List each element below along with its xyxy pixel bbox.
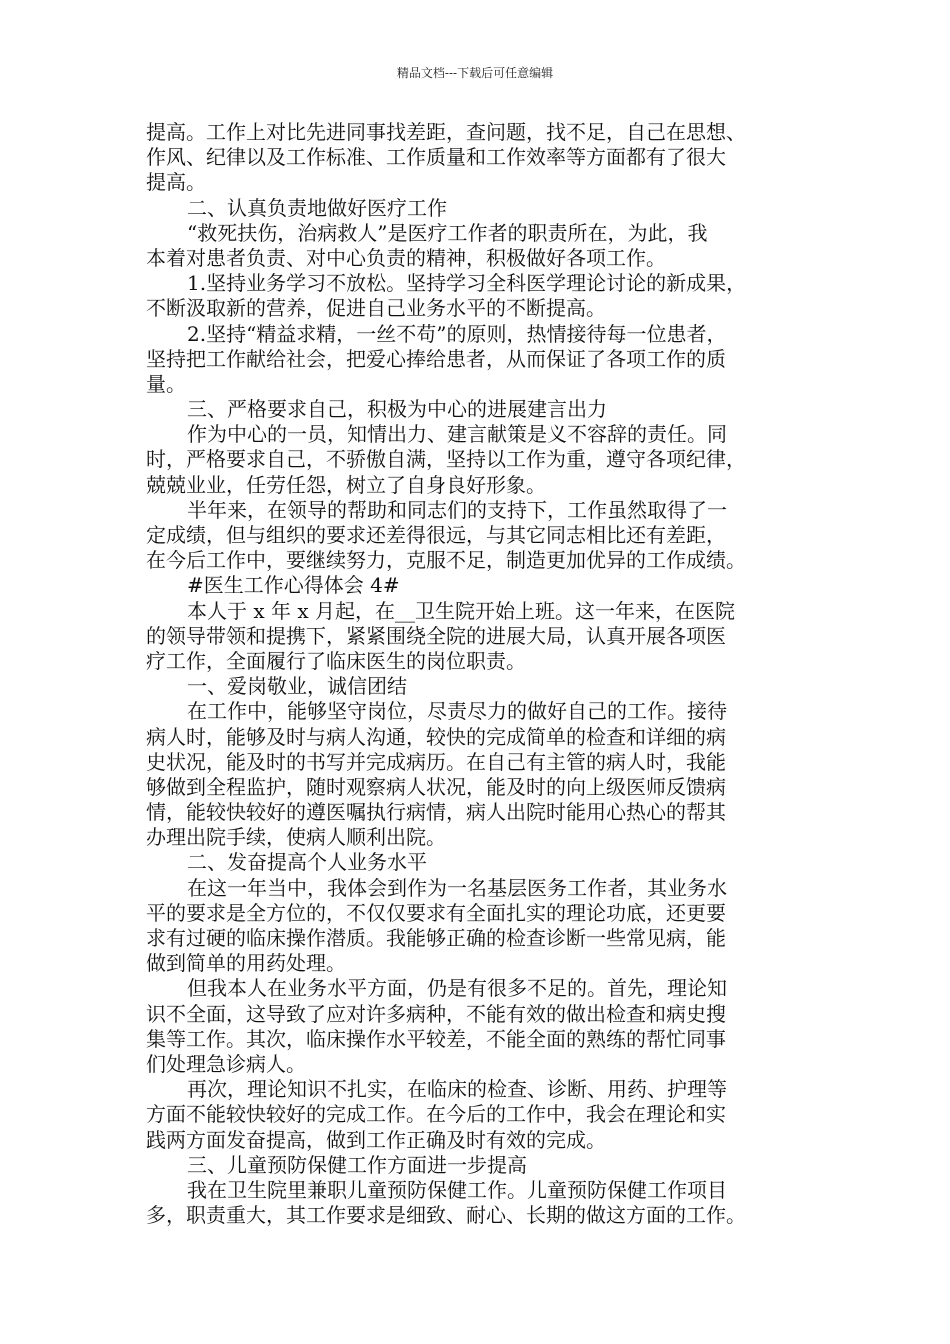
text-line: 一、爱岗敬业，诚信团结: [187, 674, 407, 699]
text-line: 在工作中，能够坚守岗位，尽责尽力的做好自己的工作。接待: [187, 699, 727, 724]
text-line: 三、严格要求自己，积极为中心的进展建言出力: [187, 397, 607, 422]
text-line: 方面不能较快较好的完成工作。在今后的工作中，我会在理论和实: [146, 1102, 726, 1127]
text-line: 三、儿童预防保健工作方面进一步提高: [187, 1152, 527, 1177]
text-line: 1.坚持业务学习不放松。坚持学习全科医学理论讨论的新成果，: [187, 271, 747, 296]
text-line: 史状况，能及时的书写并完成病历。在自己有主管的病人时，我能: [146, 749, 726, 774]
page-header: 精品文档---下载后可任意编辑: [396, 66, 554, 80]
text-line: 但我本人在业务水平方面，仍是有很多不足的。首先，理论知: [187, 976, 727, 1001]
text-line: 提高。工作上对比先进同事找差距，查问题，找不足，自己在思想、: [146, 120, 746, 144]
text-line: “救死扶伤，治病救人”是医疗工作者的职责所在，为此，我: [187, 220, 708, 245]
text-line: 时，严格要求自己，不骄傲自满，坚持以工作为重，遵守各项纪律，: [146, 447, 746, 472]
text-line: 们处理急诊病人。: [146, 1051, 306, 1076]
text-line: 兢兢业业，任劳任怨，树立了自身良好形象。: [146, 472, 546, 497]
text-line: 作为中心的一员，知情出力、建言献策是义不容辞的责任。同: [187, 422, 727, 447]
text-line: 本人于 x 年 x 月起，在__卫生院开始上班。这一年来，在医院: [187, 598, 735, 623]
text-line: 病人时，能够及时与病人沟通，较快的完成简单的检查和详细的病: [146, 724, 726, 749]
text-line: 二、认真负责地做好医疗工作: [187, 195, 447, 220]
text-line: 半年来，在领导的帮助和同志们的支持下，工作虽然取得了一: [187, 497, 727, 522]
text-line: 集等工作。其次，临床操作水平较差，不能全面的熟练的帮忙同事: [146, 1026, 726, 1051]
text-line: 二、发奋提高个人业务水平: [187, 850, 427, 875]
text-line: 的领导带领和提携下，紧紧围绕全院的进展大局，认真开展各项医: [146, 623, 726, 648]
text-line: 在今后工作中，要继续努力，克服不足，制造更加优异的工作成绩。: [146, 548, 746, 573]
text-line: 多，职责重大，其工作要求是细致、耐心、长期的做这方面的工作。: [146, 1203, 746, 1228]
text-line: 办理出院手续，使病人顺利出院。: [146, 825, 446, 850]
text-line: 2.坚持“精益求精，一丝不苟”的原则，热情接待每一位患者，: [187, 321, 727, 346]
text-line: 本着对患者负责、对中心负责的精神，积极做好各项工作。: [146, 245, 666, 270]
text-line: 够做到全程监护，随时观察病人状况，能及时的向上级医师反馈病: [146, 774, 726, 799]
text-line: 做到简单的用药处理。: [146, 951, 346, 976]
text-line: 情，能较快较好的遵医嘱执行病情，病人出院时能用心热心的帮其: [146, 800, 726, 825]
text-line: 在这一年当中，我体会到作为一名基层医务工作者，其业务水: [187, 875, 727, 900]
text-line: 识不全面，这导致了应对许多病种，不能有效的做出检查和病史搜: [146, 1001, 726, 1026]
text-line: 不断汲取新的营养，促进自己业务水平的不断提高。: [146, 296, 606, 321]
document-body: [146, 120, 826, 1228]
text-line: 疗工作，全面履行了临床医生的岗位职责。: [146, 648, 526, 673]
text-line: 坚持把工作献给社会，把爱心捧给患者，从而保证了各项工作的质: [146, 346, 726, 371]
text-line: 求有过硬的临床操作潜质。我能够正确的检查诊断一些常见病，能: [146, 926, 726, 950]
text-line: 践两方面发奋提高，做到工作正确及时有效的完成。: [146, 1127, 606, 1152]
text-line: 定成绩，但与组织的要求还差得很远，与其它同志相比还有差距，: [146, 523, 726, 547]
text-line: 作风、纪律以及工作标准、工作质量和工作效率等方面都有了很大: [146, 145, 726, 170]
text-line: 我在卫生院里兼职儿童预防保健工作。儿童预防保健工作项目: [187, 1177, 727, 1202]
text-line: 量。: [146, 371, 186, 396]
text-line: 平的要求是全方位的，不仅仅要求有全面扎实的理论功底，还更要: [146, 900, 726, 925]
text-line: 再次，理论知识不扎实，在临床的检查、诊断、用药、护理等: [187, 1077, 727, 1102]
text-line: #医生工作心得体会 4#: [187, 573, 400, 598]
text-line: 提高。: [146, 170, 206, 195]
